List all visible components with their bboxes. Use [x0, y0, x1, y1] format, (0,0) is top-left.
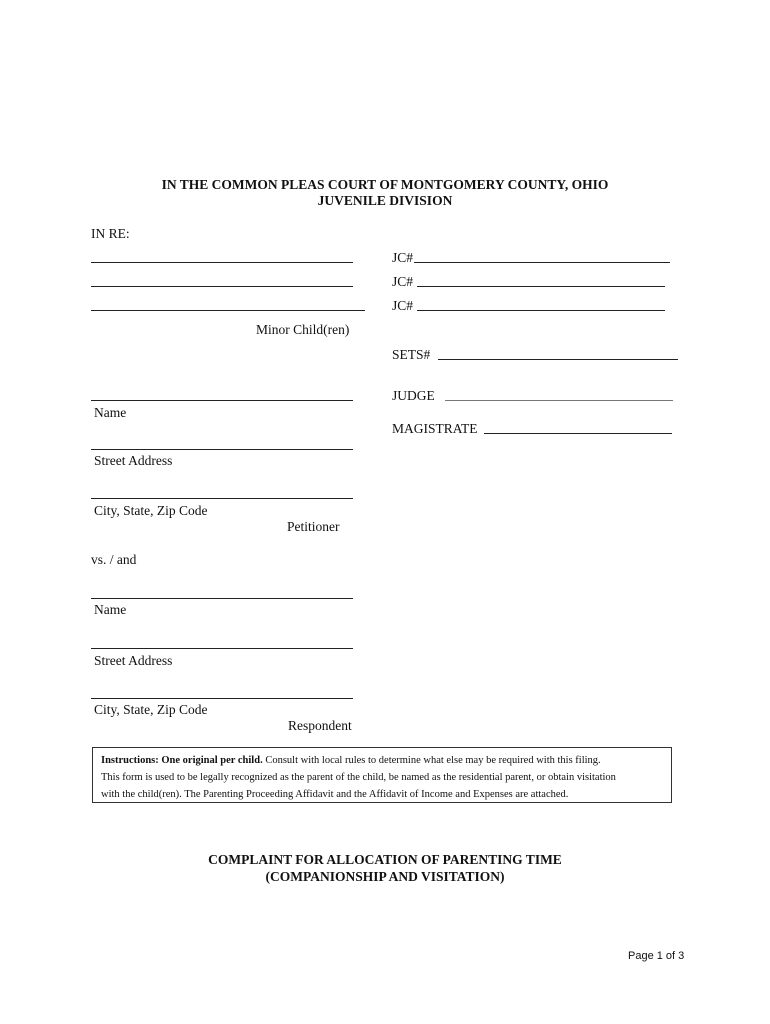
instructions-line-3: with the child(ren). The Parenting Proceeding Affidavit and the Affidavit of Income and Expenses are attached. — [101, 789, 569, 800]
division-heading: JUVENILE DIVISION — [317, 193, 453, 208]
jc-field-1[interactable] — [414, 262, 670, 263]
child-name-line-3[interactable] — [91, 310, 365, 311]
respondent-street-label: Street Address — [94, 653, 173, 668]
respondent-street-line[interactable] — [91, 648, 353, 649]
instructions-line-1 — [101, 752, 663, 769]
jc-field-2[interactable] — [417, 286, 665, 287]
instructions-box — [92, 747, 672, 803]
petitioner-city-label: City, State, Zip Code — [94, 503, 208, 518]
respondent-city-label: City, State, Zip Code — [94, 702, 208, 717]
magistrate-label: MAGISTRATE — [392, 421, 478, 436]
instructions-lead: Instructions: One original per child. — [101, 755, 263, 766]
judge-field[interactable] — [445, 400, 673, 401]
petitioner-street-line[interactable] — [91, 449, 353, 450]
instructions-line-1-rest: Consult with local rules to determine what else may be required with this filing. — [262, 755, 601, 766]
sets-field[interactable] — [438, 359, 678, 360]
court-heading: IN THE COMMON PLEAS COURT OF MONTGOMERY COUNTY, OHIO — [161, 177, 609, 192]
petitioner-name-label: Name — [94, 405, 127, 420]
respondent-city-line[interactable] — [91, 698, 353, 699]
jc-label-3: JC# — [392, 298, 414, 313]
respondent-name-label: Name — [94, 602, 127, 617]
versus-label: vs. / and — [91, 552, 137, 567]
form-title-line-1: COMPLAINT FOR ALLOCATION OF PARENTING TIME — [208, 852, 562, 867]
child-name-line-2[interactable] — [91, 286, 353, 287]
minor-children-label: Minor Child(ren) — [256, 322, 350, 337]
petitioner-street-label: Street Address — [94, 453, 173, 468]
magistrate-field[interactable] — [484, 433, 672, 434]
sets-label: SETS# — [392, 347, 431, 362]
respondent-name-line[interactable] — [91, 598, 353, 599]
petitioner-role: Petitioner — [287, 519, 340, 534]
respondent-role: Respondent — [288, 718, 352, 733]
petitioner-city-line[interactable] — [91, 498, 353, 499]
child-name-line-1[interactable] — [91, 262, 353, 263]
page-number: Page 1 of 3 — [628, 950, 685, 962]
in-re-label: IN RE: — [91, 226, 130, 241]
petitioner-name-line[interactable] — [91, 400, 353, 401]
jc-label-2: JC# — [392, 274, 414, 289]
form-title-line-2: (COMPANIONSHIP AND VISITATION) — [265, 869, 505, 884]
jc-field-3[interactable] — [417, 310, 665, 311]
instructions-line-2: This form is used to be legally recognized as the parent of the child, be named as the residential parent, or obtain visitation — [101, 772, 616, 783]
judge-label: JUDGE — [392, 388, 435, 403]
jc-label-1: JC# — [392, 250, 414, 265]
